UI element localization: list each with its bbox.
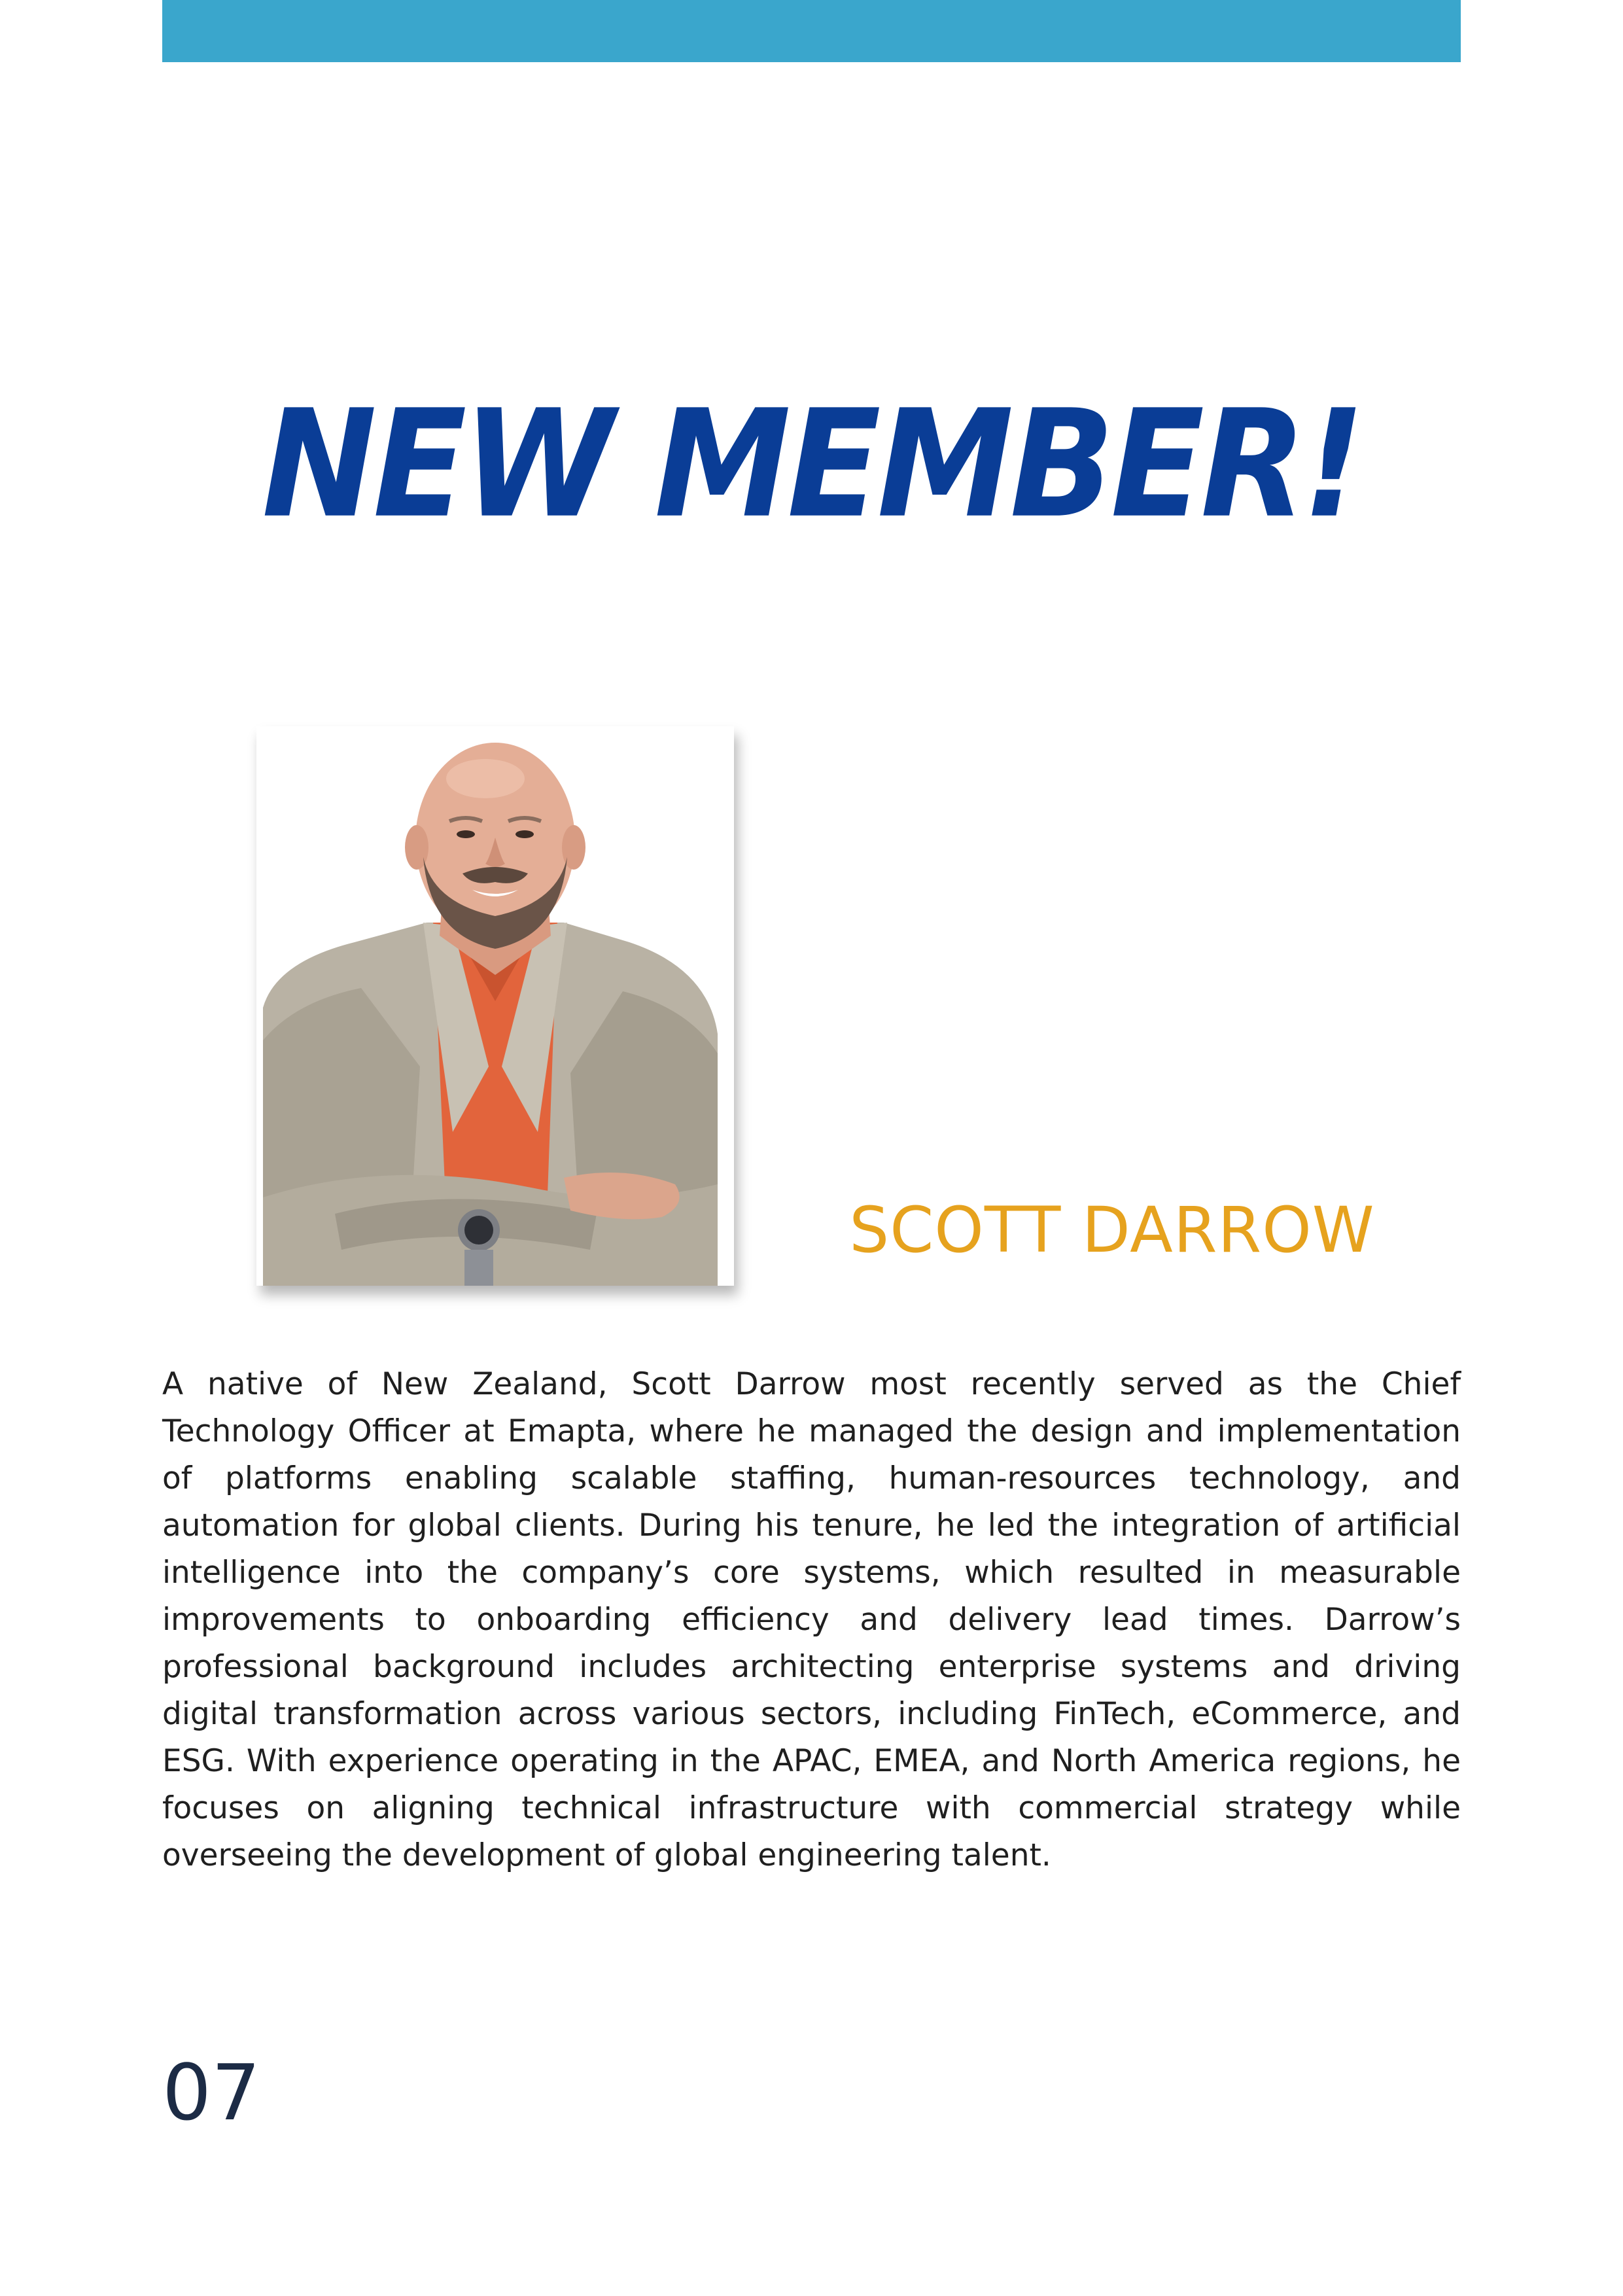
page-headline: NEW MEMBER! bbox=[262, 378, 1361, 551]
member-bio: A native of New Zealand, Scott Darrow most recently served as the Chief Technology Officer at Emapta, where he managed the design and implementation of platforms enabling scalable staffing, human-resources technology, and automation for global clients. During his tenure, he led the integration of artificial intelligence into the company’s core systems, which resulted in measurable improvements to onboarding efficiency and delivery lead times. Darrow’s professional background includes architecting enterprise systems and driving digital transformation across various sectors, including FinTech, eCommerce, and ESG. With experience operating in the APAC, EMEA, and North America regions, he focuses on aligning technical infrastructure with commercial strategy while overseeing the development of global engineering talent. bbox=[162, 1366, 1461, 1873]
member-photo bbox=[256, 726, 734, 1286]
member-name: SCOTT DARROW bbox=[849, 1193, 1375, 1267]
header-accent-bar bbox=[162, 0, 1461, 62]
page-number: 07 bbox=[162, 2047, 261, 2138]
